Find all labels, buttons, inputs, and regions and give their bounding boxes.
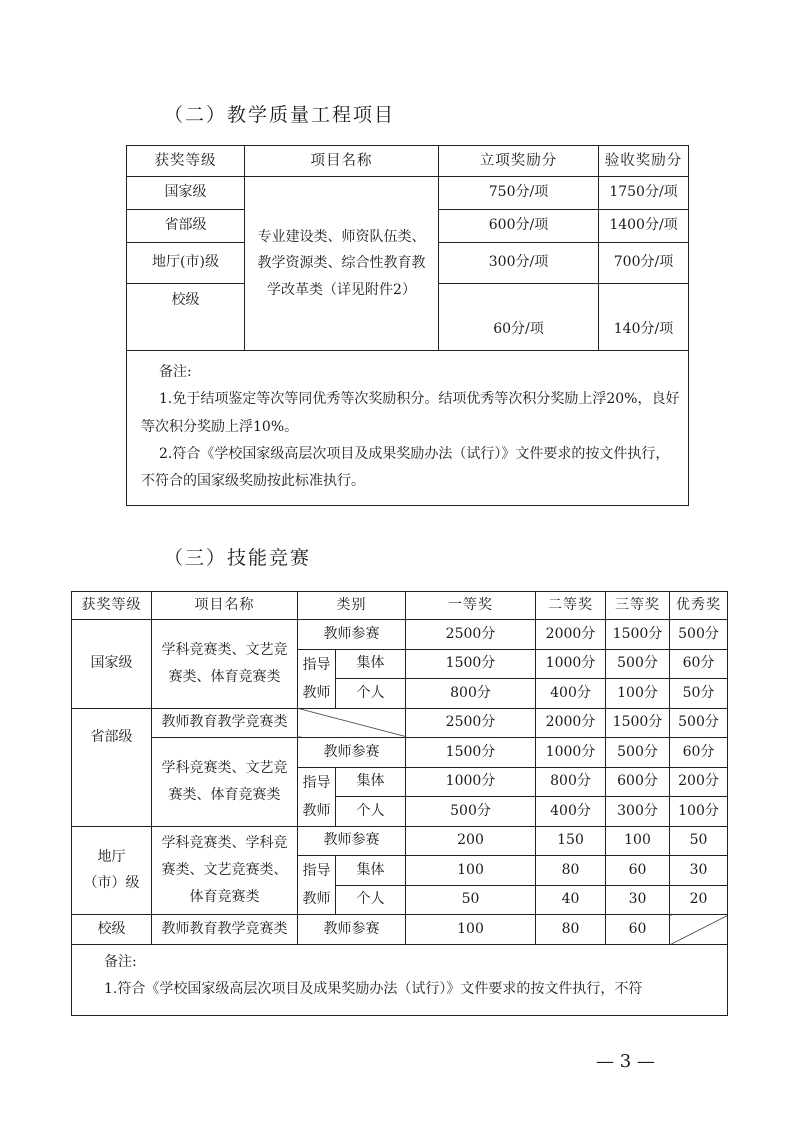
category-cell: 教师参赛: [298, 620, 406, 650]
table-row: [72, 915, 728, 945]
project-name-cell: 教师教育教学竞赛类: [152, 708, 298, 738]
notes-title: 备注:: [159, 364, 192, 380]
score-cell: 60分: [670, 649, 728, 679]
header-acceptance-score: 验收奖励分: [599, 146, 689, 177]
acceptance-score-cell: 1750分/项: [599, 177, 689, 210]
score-cell: 100: [606, 826, 670, 856]
table-row: [127, 177, 689, 210]
header-project-name: 项目名称: [245, 146, 439, 177]
score-cell: 200分: [670, 767, 728, 797]
score-cell: 2000分: [536, 620, 606, 650]
score-cell: 150: [536, 826, 606, 856]
category-cell: 集体: [336, 856, 406, 886]
level-cell: 地厅(市)级: [127, 243, 245, 284]
notes-cell: [127, 351, 689, 506]
score-cell: 800分: [536, 767, 606, 797]
score-cell: 300分: [606, 797, 670, 827]
notes-row: [127, 351, 689, 506]
header-second-prize: 二等奖: [536, 592, 606, 620]
score-cell: 200: [406, 826, 536, 856]
category-cell: 教师参赛: [298, 915, 406, 945]
category-cell: 个人: [336, 797, 406, 827]
level-cell: 校级: [72, 915, 152, 945]
score-cell: 100: [406, 915, 536, 945]
category-cell: 集体: [336, 767, 406, 797]
category-cell: 教师参赛: [298, 826, 406, 856]
score-cell: 500分: [670, 708, 728, 738]
score-cell: 50: [670, 826, 728, 856]
score-cell: 40: [536, 885, 606, 915]
approval-score-cell: 750分/项: [439, 177, 599, 210]
table-header-row: [72, 592, 728, 620]
score-cell: 500分: [406, 797, 536, 827]
score-cell: 100分: [670, 797, 728, 827]
category-guide-cell: 指导教师: [298, 856, 336, 915]
teaching-quality-table: [126, 145, 689, 506]
level-cell: 省部级: [72, 708, 152, 826]
header-third-prize: 三等奖: [606, 592, 670, 620]
category-guide-cell: 指导教师: [298, 767, 336, 826]
score-cell: 100: [406, 856, 536, 886]
page-number: — 3 —: [596, 1051, 655, 1072]
score-cell: 60: [606, 856, 670, 886]
category-cell: 集体: [336, 649, 406, 679]
score-cell: 60分: [670, 738, 728, 768]
score-cell: 500分: [670, 620, 728, 650]
section-2-heading: （二）教学质量工程项目: [164, 104, 396, 126]
score-cell: 2500分: [406, 620, 536, 650]
category-cell: 教师参赛: [298, 738, 406, 768]
acceptance-score-cell: 1400分/项: [599, 210, 689, 243]
score-cell: 30: [606, 885, 670, 915]
score-cell: 80: [536, 915, 606, 945]
level-cell: 国家级: [72, 620, 152, 709]
score-cell: 80: [536, 856, 606, 886]
acceptance-score-cell: 140分/项: [599, 284, 689, 351]
category-empty-diagonal: [298, 708, 406, 738]
header-first-prize: 一等奖: [406, 592, 536, 620]
note-2: 2.符合《学校国家级高层次项目及成果奖励办法（试行）》文件要求的按文件执行，不符合的国家级奖励按此标准执行。: [141, 445, 670, 490]
score-cell: 500分: [606, 738, 670, 768]
score-cell: 1000分: [406, 767, 536, 797]
acceptance-score-cell: 700分/项: [599, 243, 689, 284]
header-award-level: 获奖等级: [127, 146, 245, 177]
category-cell: 个人: [336, 679, 406, 709]
table-header-row: [127, 146, 689, 177]
table-row: [72, 708, 728, 738]
project-name-cell: 专业建设类、师资队伍类、教学资源类、综合性教育教学改革类（详见附件2）: [245, 177, 439, 351]
header-approval-score: 立项奖励分: [439, 146, 599, 177]
level-cell: 校级: [127, 284, 245, 351]
table-row: [72, 738, 728, 768]
project-name-cell: 学科竞赛类、文艺竞赛类、体育竞赛类: [152, 738, 298, 827]
score-empty-diagonal: [670, 915, 728, 945]
section-3-heading: （三）技能竞赛: [164, 547, 312, 569]
header-category: 类别: [298, 592, 406, 620]
level-cell: 国家级: [127, 177, 245, 210]
score-cell: 1000分: [536, 738, 606, 768]
project-name-cell: 学科竞赛类、文艺竞赛类、体育竞赛类: [152, 620, 298, 709]
notes-title: 备注:: [104, 953, 137, 970]
score-cell: 1500分: [606, 620, 670, 650]
category-guide-cell: 指导教师: [298, 649, 336, 708]
score-cell: 50分: [670, 679, 728, 709]
score-cell: 1500分: [406, 649, 536, 679]
table-row: [72, 826, 728, 856]
notes-cell: [72, 944, 728, 1015]
notes-row: [72, 944, 728, 1015]
approval-score-cell: 60分/项: [439, 284, 599, 351]
score-cell: 20: [670, 885, 728, 915]
level-cell: 省部级: [127, 210, 245, 243]
skills-competition-table: [71, 591, 728, 1016]
score-cell: 2000分: [536, 708, 606, 738]
approval-score-cell: 300分/项: [439, 243, 599, 284]
score-cell: 100分: [606, 679, 670, 709]
header-project-name: 项目名称: [152, 592, 298, 620]
project-name-cell: 学科竞赛类、学科竞赛类、文艺竞赛类、体育竞赛类: [152, 826, 298, 915]
score-cell: 50: [406, 885, 536, 915]
score-cell: 60: [606, 915, 670, 945]
score-cell: 800分: [406, 679, 536, 709]
category-cell: 个人: [336, 885, 406, 915]
level-cell: 地厅（市）级: [72, 826, 152, 915]
score-cell: 400分: [536, 679, 606, 709]
score-cell: 600分: [606, 767, 670, 797]
score-cell: 400分: [536, 797, 606, 827]
score-cell: 1500分: [406, 738, 536, 768]
header-excellence-prize: 优秀奖: [670, 592, 728, 620]
table-row: [72, 620, 728, 650]
score-cell: 500分: [606, 649, 670, 679]
project-name-cell: 教师教育教学竞赛类: [152, 915, 298, 945]
score-cell: 30: [670, 856, 728, 886]
score-cell: 1000分: [536, 649, 606, 679]
score-cell: 1500分: [606, 708, 670, 738]
header-award-level: 获奖等级: [72, 592, 152, 620]
approval-score-cell: 600分/项: [439, 210, 599, 243]
score-cell: 2500分: [406, 708, 536, 738]
note-1: 1.符合《学校国家级高层次项目及成果奖励办法（试行）》文件要求的按文件执行，不符: [104, 980, 643, 997]
note-1: 1.免于结项鉴定等次等同优秀等次奖励积分。结项优秀等次积分奖励上浮20%，良好等次积分奖励上浮10%。: [141, 391, 680, 435]
